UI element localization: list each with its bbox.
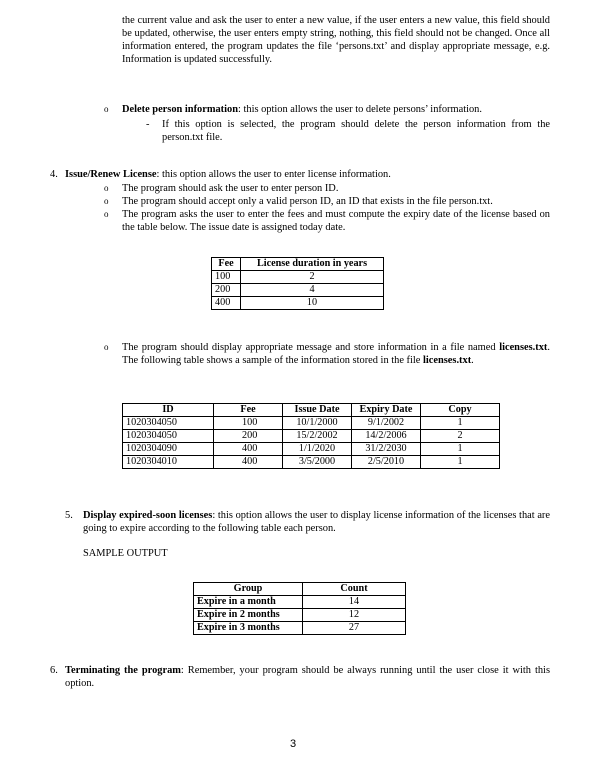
table-cell: Expire in 2 months xyxy=(194,609,303,622)
section-4-bullet-3: The program asks the user to enter the fees and must compute the expiry date of the license based on the table below. The issue date is assigned today date. xyxy=(122,209,550,233)
table-cell: 100 xyxy=(212,271,241,284)
table-cell: 100 xyxy=(214,417,283,430)
display-text: The program should display appropriate message and store information in a file named xyxy=(122,342,500,353)
page-number: 3 xyxy=(290,738,297,750)
table-cell: Expire in a month xyxy=(194,596,303,609)
section-4-bullet-1: The program should ask the user to enter person ID. xyxy=(122,183,339,194)
table-row xyxy=(194,622,406,635)
table-cell: 14 xyxy=(303,596,406,609)
license-table-header: Fee xyxy=(214,404,283,417)
table-row xyxy=(212,271,384,284)
section-5-title: Display expired-soon licenses xyxy=(83,510,213,521)
license-table-header: ID xyxy=(123,404,214,417)
section-6-heading xyxy=(65,664,550,690)
display-text: . xyxy=(471,355,474,366)
group-table-header: Count xyxy=(303,583,406,596)
section-4-text: : this option allows the user to enter license information. xyxy=(156,169,391,180)
table-cell: 1020304010 xyxy=(123,456,214,469)
table-cell: 14/2/2006 xyxy=(352,430,421,443)
table-cell: 4 xyxy=(241,284,384,297)
table-cell: 31/2/2030 xyxy=(352,443,421,456)
table-row xyxy=(194,596,406,609)
section-4-number: 4. xyxy=(50,169,58,180)
section-6-number: 6. xyxy=(50,665,58,676)
section-6-title: Terminating the program xyxy=(65,665,181,676)
delete-text: : this option allows the user to delete persons’ information. xyxy=(238,104,482,115)
table-cell: 1 xyxy=(421,443,500,456)
section-4-heading xyxy=(65,168,550,181)
display-text: . The following table shows a sample of the information stored in the file xyxy=(122,342,550,366)
intro-paragraph: the current value and ask the user to enter a new value, if the user enters a new value, this field should be updated, otherwise, the user enters empty string, nothing, this field should not be changed. Once all information entered, the program updates the file ‘persons.txt’ and display appropriate message, e.g. Information is updated successfully. xyxy=(122,15,550,65)
table-cell: 1020304050 xyxy=(123,430,214,443)
section-6-text: : Remember, your program should be always running until the user close it with this option. xyxy=(65,665,550,689)
fee-table xyxy=(211,257,384,310)
license-table xyxy=(122,403,500,469)
delete-subtext: If this option is selected, the program should delete the person information from the person.txt file. xyxy=(162,119,550,143)
table-cell: 400 xyxy=(214,443,283,456)
delete-paragraph xyxy=(122,103,550,116)
license-table-header: Issue Date xyxy=(283,404,352,417)
bullet-marker: o xyxy=(104,342,109,352)
table-cell: 12 xyxy=(303,609,406,622)
section-4-bullet-2: The program should accept only a valid person ID, an ID that exists in the file person.txt. xyxy=(122,196,493,207)
table-cell: 3/5/2000 xyxy=(283,456,352,469)
table-row xyxy=(123,443,500,456)
table-cell: 15/2/2002 xyxy=(283,430,352,443)
table-cell: 27 xyxy=(303,622,406,635)
license-table-header: Copy xyxy=(421,404,500,417)
table-cell: 400 xyxy=(214,456,283,469)
table-cell: 10 xyxy=(241,297,384,310)
filename: licenses.txt xyxy=(422,355,472,366)
section-5-text: : this option allows the user to display license information of the licenses that are going to expire according to the following table each person. xyxy=(83,510,551,534)
section-5-heading xyxy=(83,509,550,535)
section-4-display-paragraph xyxy=(122,341,550,367)
bullet-marker: o xyxy=(104,104,109,114)
table-cell: 1020304090 xyxy=(123,443,214,456)
section-5-number: 5. xyxy=(65,510,73,521)
table-row xyxy=(123,430,500,443)
bullet-marker: o xyxy=(104,209,109,219)
sample-output-label: SAMPLE OUTPUT xyxy=(83,548,168,559)
table-cell: 2 xyxy=(421,430,500,443)
bullet-marker: o xyxy=(104,183,109,193)
license-table-header: Expiry Date xyxy=(352,404,421,417)
table-cell: 1020304050 xyxy=(123,417,214,430)
delete-title: Delete person information xyxy=(122,104,239,115)
table-cell: 400 xyxy=(212,297,241,310)
table-cell: 10/1/2000 xyxy=(283,417,352,430)
table-cell: 200 xyxy=(212,284,241,297)
group-table-header: Group xyxy=(194,583,303,596)
table-cell: Expire in 3 months xyxy=(194,622,303,635)
table-row xyxy=(123,417,500,430)
table-row xyxy=(123,456,500,469)
table-cell: 1 xyxy=(421,417,500,430)
table-cell: 200 xyxy=(214,430,283,443)
table-row xyxy=(212,284,384,297)
table-cell: 1 xyxy=(421,456,500,469)
table-cell: 9/1/2002 xyxy=(352,417,421,430)
table-cell: 1/1/2020 xyxy=(283,443,352,456)
table-row xyxy=(194,609,406,622)
expiry-group-table xyxy=(193,582,406,635)
bullet-marker: o xyxy=(104,196,109,206)
dash-marker: - xyxy=(146,119,150,130)
table-row xyxy=(212,297,384,310)
table-cell: 2 xyxy=(241,271,384,284)
filename: licenses.txt xyxy=(499,342,548,353)
fee-table-header: License duration in years xyxy=(241,258,384,271)
table-cell: 2/5/2010 xyxy=(352,456,421,469)
section-4-title: Issue/Renew License xyxy=(65,169,157,180)
fee-table-header: Fee xyxy=(212,258,241,271)
